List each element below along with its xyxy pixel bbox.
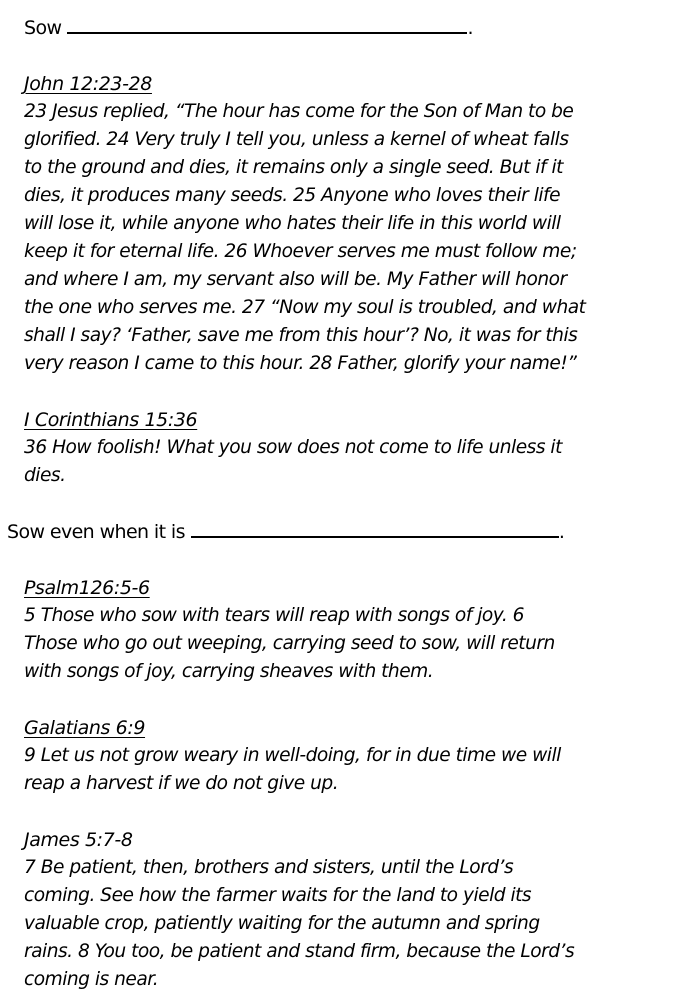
prompt-1-period: .: [467, 17, 473, 39]
verse-line: coming is near.: [24, 969, 159, 990]
verse-line: keep it for eternal life. 26 Whoever serves me must follow me;: [24, 241, 577, 262]
verse-line: dies.: [24, 465, 66, 486]
answer-blank-2[interactable]: [191, 518, 559, 538]
answer-blank-1[interactable]: [67, 14, 467, 34]
scripture-text-galatians: [24, 742, 684, 798]
verse-line: to the ground and dies, it remains only a single seed. But if it: [24, 157, 563, 178]
verse-line: will lose it, while anyone who hates their life in this world will: [24, 213, 561, 234]
scripture-reference-james: James 5:7-8: [24, 829, 133, 851]
fill-in-prompt-1: [24, 14, 473, 42]
verse-line: and where I am, my servant also will be. My Father will honor: [24, 269, 567, 290]
scripture-text-corinthians: [24, 434, 684, 490]
scripture-reference-psalm: Psalm126:5-6: [24, 577, 150, 599]
verse-line: glorified. 24 Very truly I tell you, unless a kernel of wheat falls: [24, 129, 569, 150]
verse-line: 9 Let us not grow weary in well-doing, for in due time we will: [24, 745, 561, 766]
prompt-1-text: Sow: [24, 17, 62, 39]
verse-line: reap a harvest if we do not give up.: [24, 773, 339, 794]
scripture-text-james: [24, 854, 684, 994]
verse-line: 7 Be patient, then, brothers and sisters, until the Lord’s: [24, 857, 514, 878]
verse-line: with songs of joy, carrying sheaves with them.: [24, 661, 434, 682]
verse-line: very reason I came to this hour. 28 Father, glorify your name!”: [24, 353, 577, 374]
scripture-reference-john: John 12:23-28: [24, 73, 152, 95]
verse-line: coming. See how the farmer waits for the land to yield its: [24, 885, 532, 906]
scripture-text-john: [24, 98, 684, 378]
prompt-2-text: Sow even when it is: [7, 521, 185, 543]
scripture-reference-galatians: Galatians 6:9: [24, 717, 146, 739]
fill-in-prompt-2: [7, 518, 564, 546]
scripture-reference-corinthians: I Corinthians 15:36: [24, 409, 198, 431]
verse-line: 5 Those who sow with tears will reap with songs of joy. 6: [24, 605, 524, 626]
prompt-2-period: .: [558, 521, 565, 543]
scripture-text-psalm: [24, 602, 684, 686]
verse-line: the one who serves me. 27 “Now my soul is troubled, and what: [24, 297, 586, 318]
verse-line: Those who go out weeping, carrying seed to sow, will return: [24, 633, 555, 654]
verse-line: 23 Jesus replied, “The hour has come for the Son of Man to be: [24, 101, 574, 122]
verse-line: shall I say? ‘Father, save me from this hour’? No, it was for this: [24, 325, 578, 346]
verse-line: valuable crop, patiently waiting for the autumn and spring: [24, 913, 540, 934]
verse-line: dies, it produces many seeds. 25 Anyone who loves their life: [24, 185, 561, 206]
verse-line: rains. 8 You too, be patient and stand firm, because the Lord’s: [24, 941, 575, 962]
verse-line: 36 How foolish! What you sow does not come to life unless it: [24, 437, 562, 458]
